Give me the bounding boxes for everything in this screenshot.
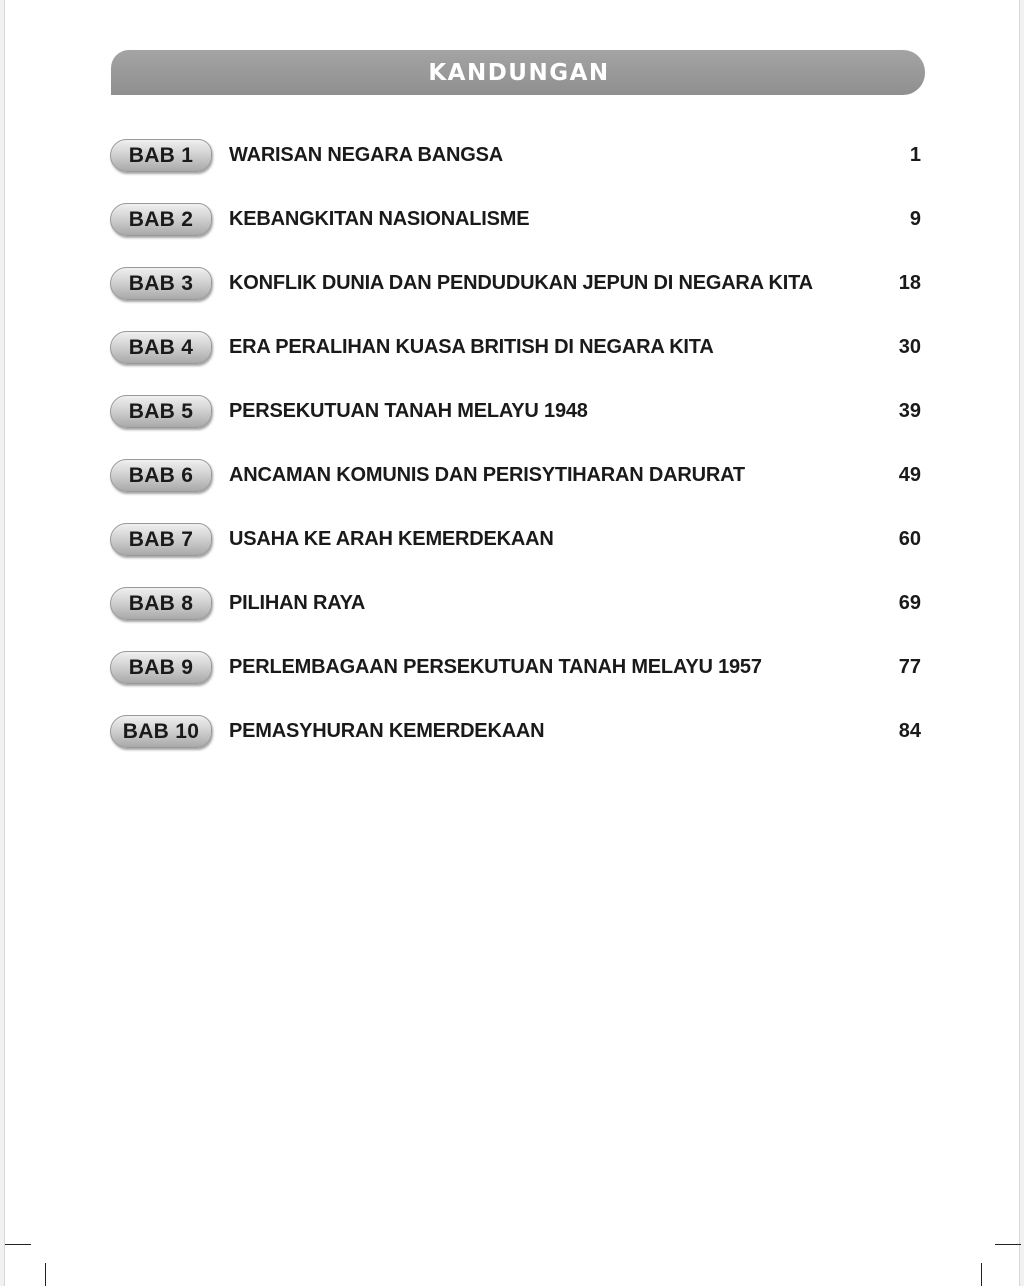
chapter-tag <box>110 331 212 364</box>
toc-row[interactable] <box>110 708 925 754</box>
chapter-number: BAB 5 <box>128 399 194 423</box>
toc-row[interactable] <box>110 132 925 178</box>
chapter-tag <box>110 395 212 428</box>
chapter-page-number: 69 <box>898 592 921 614</box>
chapter-number: BAB 10 <box>122 719 200 743</box>
chapter-page-number: 9 <box>909 208 921 230</box>
toc-row[interactable] <box>110 644 925 690</box>
chapter-tag <box>110 715 212 748</box>
chapter-title: KEBANGKITAN NASIONALISME <box>229 208 530 230</box>
chapter-page-number: 77 <box>898 656 921 678</box>
chapter-title: USAHA KE ARAH KEMERDEKAAN <box>229 528 554 550</box>
chapter-number: BAB 7 <box>128 527 194 551</box>
contents-title: KANDUNGAN <box>428 59 610 86</box>
toc-row[interactable] <box>110 388 925 434</box>
chapter-page-number: 18 <box>898 272 921 294</box>
chapter-tag <box>110 523 212 556</box>
chapter-title: PERSEKUTUAN TANAH MELAYU 1948 <box>229 400 588 422</box>
chapter-page-number: 30 <box>898 336 921 358</box>
crop-mark-left-vertical <box>45 1263 46 1286</box>
chapter-title: PEMASYHURAN KEMERDEKAAN <box>229 720 545 742</box>
chapter-tag <box>110 459 212 492</box>
chapter-title: WARISAN NEGARA BANGSA <box>229 144 503 166</box>
crop-mark-left-horizontal <box>5 1244 31 1245</box>
chapter-title: PERLEMBAGAAN PERSEKUTUAN TANAH MELAYU 1957 <box>229 656 762 678</box>
chapter-number: BAB 8 <box>128 591 194 615</box>
toc-row[interactable] <box>110 196 925 242</box>
crop-mark-right-horizontal <box>995 1244 1021 1245</box>
chapter-page-number: 39 <box>898 400 921 422</box>
toc-row[interactable] <box>110 324 925 370</box>
chapter-title: KONFLIK DUNIA DAN PENDUDUKAN JEPUN DI NEGARA KITA <box>229 272 813 294</box>
chapter-page-number: 60 <box>898 528 921 550</box>
chapter-number: BAB 2 <box>128 207 194 231</box>
crop-mark-right-vertical <box>981 1263 982 1286</box>
contents-header-bar <box>111 50 925 95</box>
toc-row[interactable] <box>110 516 925 562</box>
chapter-tag <box>110 139 212 172</box>
chapter-number: BAB 4 <box>128 335 194 359</box>
toc-row[interactable] <box>110 452 925 498</box>
chapter-page-number: 84 <box>898 720 921 742</box>
chapter-page-number: 49 <box>898 464 921 486</box>
toc-row[interactable] <box>110 580 925 626</box>
chapter-tag <box>110 587 212 620</box>
chapter-title: ERA PERALIHAN KUASA BRITISH DI NEGARA KITA <box>229 336 714 358</box>
chapter-page-number: 1 <box>909 144 921 166</box>
document-page <box>4 0 1020 1286</box>
chapter-number: BAB 3 <box>128 271 194 295</box>
chapter-title: ANCAMAN KOMUNIS DAN PERISYTIHARAN DARURAT <box>229 464 745 486</box>
chapter-number: BAB 6 <box>128 463 194 487</box>
chapter-number: BAB 9 <box>128 655 194 679</box>
chapter-number: BAB 1 <box>128 143 194 167</box>
chapter-title: PILIHAN RAYA <box>229 592 366 614</box>
toc-row[interactable] <box>110 260 925 306</box>
chapter-tag <box>110 267 212 300</box>
chapter-tag <box>110 651 212 684</box>
chapter-tag <box>110 203 212 236</box>
